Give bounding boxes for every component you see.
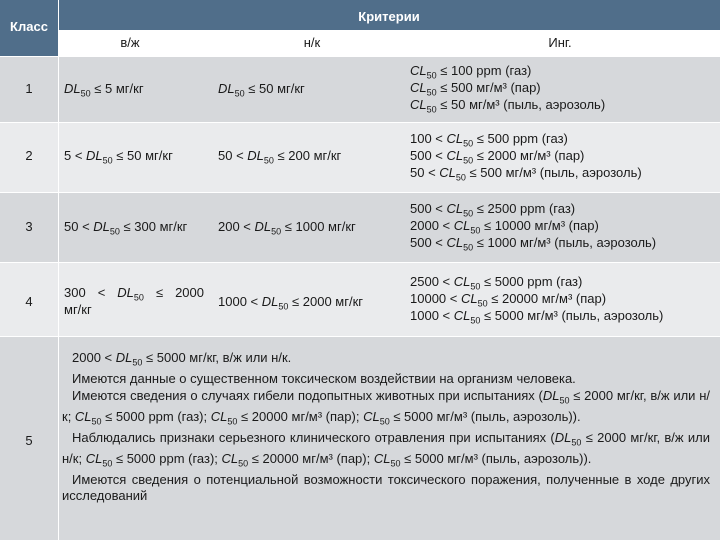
- inhalation-criteria: [410, 200, 656, 251]
- criteria-header: Критерии: [358, 9, 420, 24]
- oral-criterion-line: $300 < DL_{50} \le 2000$: [64, 285, 204, 303]
- class-column-header: Класс: [10, 19, 48, 34]
- inhalation-line: $500 < CL_{50} \le 2500$ ppm (газ): [410, 201, 576, 219]
- inhalation-line: $500 < CL_{50} \le 2000$ мг/м³ (пар): [410, 148, 585, 166]
- inhalation-criteria: [410, 130, 642, 181]
- dermal-criterion: $200 < DL_{50} \le 1000$ мг/кг: [218, 219, 356, 237]
- grid-line: [0, 262, 720, 263]
- dermal-criterion: $1000 < DL_{50} \le 2000$ мг/кг: [218, 294, 364, 312]
- oral-criterion: $5 < DL_{50} \le 50$ мг/кг: [64, 148, 173, 166]
- class-number: 3: [25, 219, 33, 234]
- class-5-paragraph: Имеются сведения о случаях гибели подопытных животных при испытаниях ($DL_{50} \le 2000$ мг/кг, в/ж или н/к; $CL_{50} \le 5000$ ppm (газ); $CL_{50} \le 20000$ мг/м³ (пар); $CL_{50} \le 5000$ мг/м³ (пыль, аэрозоль)).: [62, 387, 710, 427]
- inhalation-line: $50 < CL_{50} \le 500$ мг/м³ (пыль, аэрозоль): [410, 165, 642, 183]
- class-5-description: [62, 350, 710, 505]
- inhalation-line: $CL_{50} \le 50$ мг/м³ (пыль, аэрозоль): [410, 97, 606, 115]
- dermal-criterion: $50 < DL_{50} \le 200$ мг/кг: [218, 148, 342, 166]
- inhalation-line: $CL_{50} \le 100$ ppm (газ): [410, 63, 532, 81]
- grid-line: [58, 0, 59, 540]
- class-number: 5: [25, 433, 33, 448]
- inhalation-criteria: [410, 273, 663, 324]
- oral-criterion-line: мг/кг: [64, 302, 92, 317]
- inhalation-line: $10000 < CL_{50} \le 20000$ мг/м³ (пар): [410, 291, 607, 309]
- oral-subheader: в/ж: [120, 35, 140, 50]
- dermal-criterion: $DL_{50} \le 50$ мг/кг: [218, 81, 305, 99]
- class-number: 2: [25, 148, 33, 163]
- inhalation-criteria: [410, 62, 605, 113]
- class-5-paragraph: $2000 < DL_{50} \le 5000$ мг/кг, в/ж или н/к.: [72, 350, 292, 368]
- grid-line: [0, 56, 720, 57]
- inhalation-line: $500 < CL_{50} \le 1000$ мг/м³ (пыль, аэрозоль): [410, 235, 657, 253]
- oral-criterion: [64, 284, 204, 318]
- inhalation-line: $1000 < CL_{50} \le 5000$ мг/м³ (пыль, аэрозоль): [410, 308, 664, 326]
- inhalation-line: $CL_{50} \le 500$ мг/м³ (пар): [410, 80, 541, 98]
- grid-line: [0, 122, 720, 123]
- class-5-paragraph: Имеются данные о существенном токсическом воздействии на организм человека.: [72, 371, 576, 387]
- dermal-subheader: н/к: [303, 35, 321, 50]
- grid-line: [0, 336, 720, 337]
- class-number: 4: [25, 294, 33, 309]
- class-number: 1: [25, 81, 33, 96]
- inhalation-line: $100 < CL_{50} \le 500$ ppm (газ): [410, 131, 568, 149]
- inhalation-line: $2000 < CL_{50} \le 10000$ мг/м³ (пар): [410, 218, 599, 236]
- oral-criterion: $DL_{50} \le 5$ мг/кг: [64, 81, 144, 99]
- inhalation-subheader: Инг.: [548, 35, 572, 50]
- class-5-paragraph: Наблюдались признаки серьезного клинического отравления при испытаниях ($DL_{50} \le 2000$ мг/кг, в/ж или н/к; $CL_{50} \le 5000$ ppm (газ); $CL_{50} \le 20000$ мг/м³ (пар); $CL_{50} \le 5000$ мг/м³ (пыль, аэрозоль)).: [62, 429, 710, 469]
- grid-line: [0, 192, 720, 193]
- class-5-paragraph: Имеются сведения о потенциальной возможности токсического поражения, полученные в ходе других исследований: [62, 471, 710, 504]
- oral-criterion: $50 < DL_{50} \le 300$ мг/кг: [64, 219, 188, 237]
- inhalation-line: $2500 < CL_{50} \le 5000$ ppm (газ): [410, 274, 583, 292]
